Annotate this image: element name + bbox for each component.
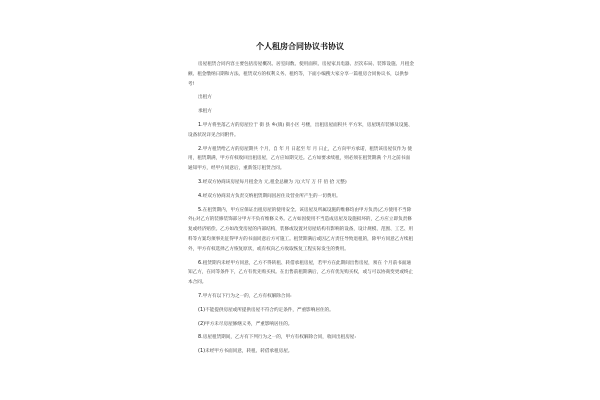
- clause-1: [188, 121, 414, 141]
- clause-8-1: [188, 347, 414, 357]
- clause-4: [188, 192, 414, 202]
- clause-text: 未经甲方书面同意，转租、转借承租房屋。: [205, 349, 293, 355]
- clause-number: (2): [198, 320, 206, 327]
- clause-number: (1): [198, 348, 206, 355]
- clause-3: [188, 178, 414, 188]
- clause-number: 6.: [198, 259, 203, 266]
- clause-text: 甲方租赁给乙方的房屋期共 个月，自 年 月 日起至 年 月 日止，乙方向甲方承诺，租赁该房屋仅作为 使用，租赁期满，甲方有权收回出租房屋，乙方应如期交还。乙方如要求续租，则必须在租赁期满 个月之前书面通知甲方，经甲方同意后，重新签订租赁合同。: [188, 146, 412, 172]
- party-b-label: 承租方: [198, 109, 212, 115]
- document-title: 个人租房合同协议书协议: [256, 42, 344, 51]
- clause-text: 房屋租赁期间，乙方有下列行为之一的，甲方有权解除合同，收回出租房屋:: [202, 335, 356, 341]
- clause-5: [188, 206, 414, 255]
- clause-number: 7.: [198, 292, 203, 299]
- clause-text: 租赁期内未经甲方同意，乙方不得转租、转借承租房屋，若甲方在此期间出售房屋，须在 个月前书面通知乙方，在同等条件下，乙方有优先购买权。在出售前租期满后，乙方有优先购买权，或与可以协商变更或终止本合同。: [188, 260, 414, 286]
- clause-text: 不能提供房屋或所提供房屋不符合约定条件，严重影响居住的。: [205, 307, 334, 313]
- clause-number: 2.: [198, 145, 203, 152]
- clause-text: 甲方未尽房屋修缮义务，严重影响居住的。: [205, 321, 293, 327]
- clause-text: 在租赁期内，甲方应保证出租房屋的使用安全。该房屋及所属设施的维修均由甲方负责(乙方使用不当除外);对乙方的装修装饰部分甲方不负有维修义务。乙方如因使用不当造成房屋及设施损坏的，乙方应立即负责修复或经济赔偿。乙方如改变房屋的内部结构，装修或设置对房屋结构有影响的设备，设计规模、范围、工艺、用料等方案均须事先征得甲方的书面同意后方可施工。租赁期满后或因乙方责任导致退租的，除甲方同意乙方续租外，甲方有权选择乙方恢复原状，或有权向乙方收取恢复工程实际发生的费用。: [188, 207, 414, 252]
- clause-number: 3.: [198, 178, 203, 185]
- document-body: [188, 60, 414, 357]
- clause-7-2: [188, 320, 414, 330]
- clause-number: 5.: [198, 206, 203, 213]
- clause-text: 甲方将坐落乙方的房屋位于 街 县 乡(镇) 街小区 号楼，出租房屋面积共 平方米，房屋现有装修及设施、设备状况详见合同附件。: [188, 122, 413, 138]
- clause-text: 经双方协商该房屋每月租金为 元,租金总额为 元(大写 万 仟 佰 拾 元整): [202, 179, 347, 185]
- clause-7: [188, 292, 414, 302]
- intro-paragraph: 房屋租赁合同内容主要包括房屋概况、居室间数、使用面积、房屋家具电器、层次布局、装饰设施、月租金额、租金缴纳日期和方法、租赁双方的权利义务、租约等，下面小编搜大家分享一篇租房合同协议书，以供参考!: [188, 62, 414, 87]
- party-a-label: 出租方: [198, 95, 212, 101]
- clause-2: [188, 145, 414, 174]
- clause-number: 4.: [198, 192, 203, 199]
- clause-6: [188, 259, 414, 288]
- clause-8: [188, 333, 414, 343]
- clause-number: (1): [198, 306, 206, 313]
- clause-text: 经双方协商双方负责交纳租赁期间因居住及营业所产生的一切费用。: [202, 193, 341, 199]
- clause-7-1: [188, 306, 414, 316]
- clause-number: 8.: [198, 334, 203, 341]
- clause-text: 甲方有以下行为之一的，乙方有权解除合同:: [202, 293, 292, 299]
- clause-number: 1.: [198, 121, 203, 128]
